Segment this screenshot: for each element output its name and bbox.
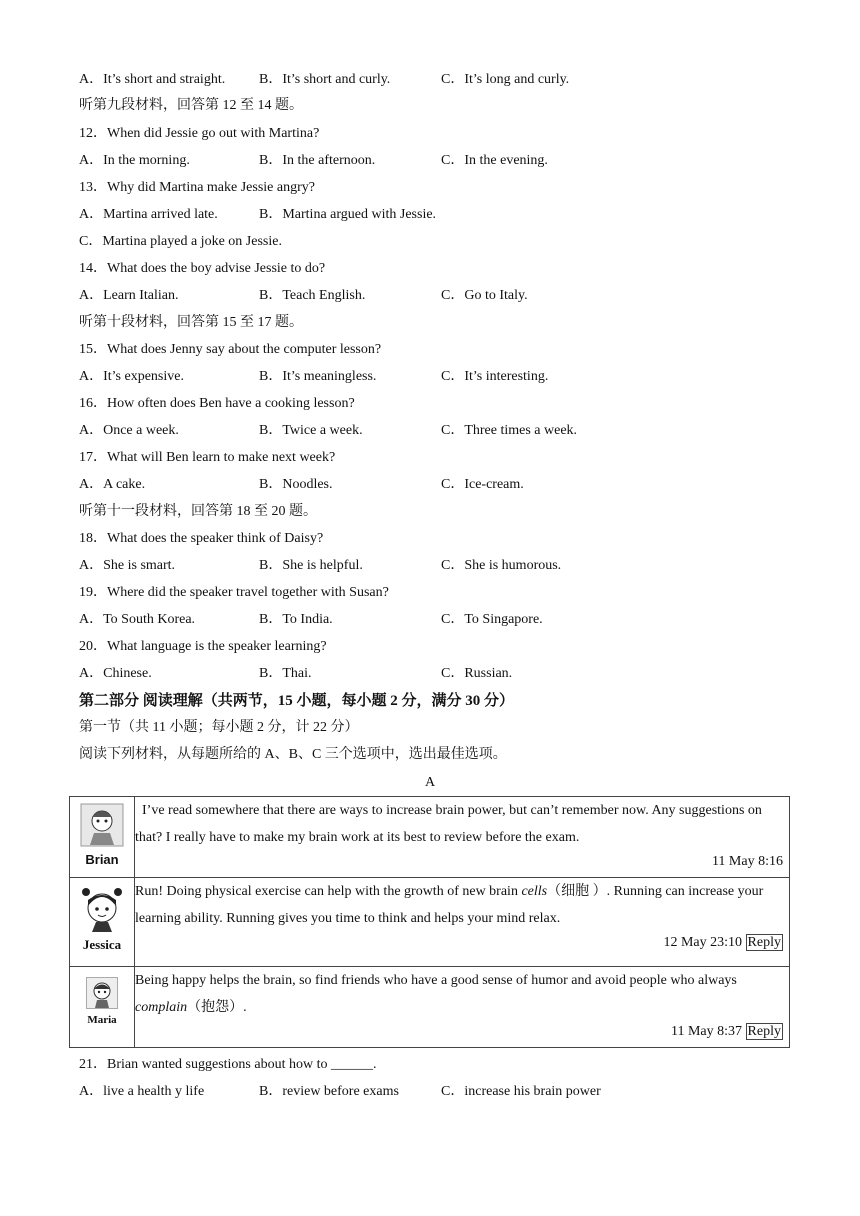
option-b: B．Thai. — [259, 666, 312, 681]
option-a: A．She is smart. — [79, 558, 176, 573]
question-stem: 14．What does the boy advise Jessie to do? — [79, 261, 326, 276]
option-b: B．Twice a week. — [259, 423, 363, 438]
girl-avatar-icon — [80, 886, 124, 932]
option-c: C．Go to Italy. — [441, 288, 528, 303]
boy-avatar-icon — [80, 803, 124, 847]
option-a: A．live a health y life — [79, 1084, 205, 1099]
avatar-name: Jessica — [82, 937, 122, 952]
question-stem: 20．What language is the speaker learning? — [79, 639, 327, 654]
avatar-name: Brian — [85, 852, 119, 867]
post-brian — [70, 797, 790, 878]
post-text: Being happy helps the brain, so find friends who have a good sense of humor and avoid people who always complain（抱怨）. — [135, 973, 737, 1015]
avatar-cell — [70, 797, 135, 878]
option-b: B．It’s meaningless. — [259, 369, 377, 384]
option-c: C．To Singapore. — [441, 612, 543, 627]
option-a: A．In the morning. — [79, 153, 190, 168]
option-a: A．To South Korea. — [79, 612, 196, 627]
avatar-cell — [70, 878, 135, 967]
section-instruction: 听第十一段材料，回答第 18 至 20 题。 — [79, 504, 317, 519]
post-timestamp: 11 May 8:16 — [711, 854, 783, 869]
option-b: B．To India. — [259, 612, 333, 627]
girl-avatar-icon — [86, 977, 118, 1009]
option-b: B．In the afternoon. — [259, 153, 376, 168]
option-c: C．She is humorous. — [441, 558, 562, 573]
reply-button[interactable]: Reply — [747, 935, 781, 950]
question-stem: 17．What will Ben learn to make next week? — [79, 450, 336, 465]
option-c: C．It’s long and curly. — [441, 72, 570, 87]
forum-posts — [69, 796, 790, 1048]
question-stem: 16．How often does Ben have a cooking lesson? — [79, 396, 355, 411]
post-body — [135, 967, 790, 1048]
option-c: C．Russian. — [441, 666, 513, 681]
option-a: A．It’s short and straight. — [79, 72, 226, 87]
option-c: C．It’s interesting. — [441, 369, 549, 384]
option-b: B．It’s short and curly. — [259, 72, 391, 87]
post-maria — [70, 967, 790, 1048]
option-a: A．It’s expensive. — [79, 369, 184, 384]
section-title: 第一节（共 11 小题；每小题 2 分，计 22 分） — [79, 720, 359, 735]
part-title: 第二部分 阅读理解（共两节，15 小题，每小题 2 分，满分 30 分） — [79, 693, 515, 709]
option-c: C．Martina played a joke on Jessie. — [79, 234, 282, 249]
avatar-cell — [70, 967, 135, 1048]
option-b: B．Martina argued with Jessie. — [259, 207, 437, 222]
reply-button[interactable]: Reply — [747, 1024, 781, 1039]
post-timestamp: 11 May 8:37 Reply — [671, 1024, 781, 1039]
option-c: C．In the evening. — [441, 153, 548, 168]
avatar-name: Maria — [87, 1014, 117, 1026]
question-stem: 18．What does the speaker think of Daisy? — [79, 531, 324, 546]
option-b: B．Teach English. — [259, 288, 366, 303]
option-a: A．Chinese. — [79, 666, 152, 681]
section-instruction: 听第九段材料，回答第 12 至 14 题。 — [79, 98, 303, 113]
post-jessica — [70, 878, 790, 967]
post-text: Run! Doing physical exercise can help with the growth of new brain cells（细胞 ）. Running can increase your learning ability. Running gives you time to think and helps your mind relax. — [135, 884, 764, 926]
question-stem: 15．What does Jenny say about the computer lesson? — [79, 342, 382, 357]
passage-label: A — [424, 775, 436, 790]
question-stem: 13．Why did Martina make Jessie angry? — [79, 180, 315, 195]
post-text: I’ve read somewhere that there are ways to increase brain power, but can’t remember now. Any suggestions on that? I really have to make my brain work at its best to review before the exam. — [135, 803, 762, 845]
post-timestamp: 12 May 23:10 Reply — [663, 935, 781, 950]
option-b: B．She is helpful. — [259, 558, 363, 573]
option-c: C．increase his brain power — [441, 1084, 601, 1099]
option-b: B．Noodles. — [259, 477, 333, 492]
question-stem: 21．Brian wanted suggestions about how to ______. — [79, 1057, 377, 1072]
option-a: A．Learn Italian. — [79, 288, 179, 303]
post-body — [135, 797, 790, 878]
option-a: A．A cake. — [79, 477, 146, 492]
question-stem: 12．When did Jessie go out with Martina? — [79, 126, 320, 141]
option-a: A．Martina arrived late. — [79, 207, 218, 222]
option-c: C．Ice-cream. — [441, 477, 524, 492]
instruction: 阅读下列材料，从每题所给的 A、B、C 三个选项中，选出最佳选项。 — [79, 747, 507, 762]
question-stem: 19．Where did the speaker travel together with Susan? — [79, 585, 389, 600]
option-c: C．Three times a week. — [441, 423, 578, 438]
section-instruction: 听第十段材料，回答第 15 至 17 题。 — [79, 315, 303, 330]
option-b: B．review before exams — [259, 1084, 399, 1099]
option-a: A．Once a week. — [79, 423, 179, 438]
post-body — [135, 878, 790, 967]
